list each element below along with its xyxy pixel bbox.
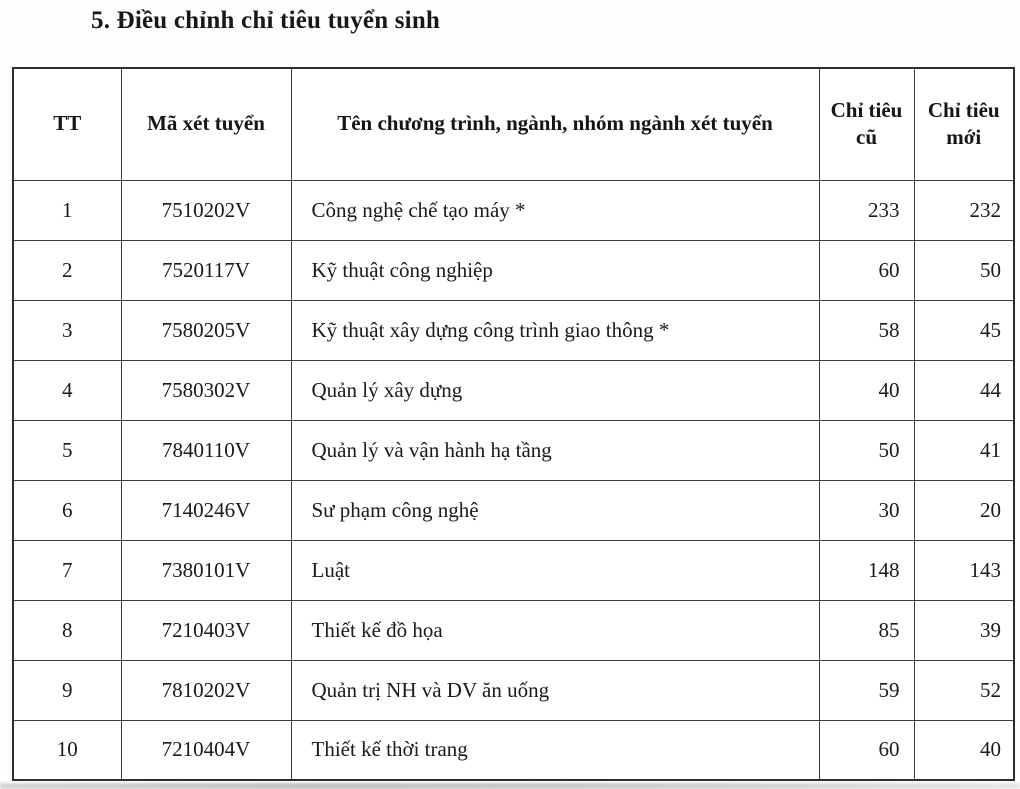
header-row	[13, 68, 1014, 180]
cell-new-quota: 45	[914, 300, 1014, 360]
cell-tt: 5	[13, 420, 121, 480]
quota-table-header	[13, 68, 1014, 180]
cell-code: 7580302V	[121, 360, 291, 420]
cell-old-quota: 148	[819, 540, 914, 600]
cell-new-quota: 52	[914, 660, 1014, 720]
cell-old-quota: 40	[819, 360, 914, 420]
cell-new-quota: 40	[914, 720, 1014, 780]
cell-code: 7140246V	[121, 480, 291, 540]
cell-new-quota: 44	[914, 360, 1014, 420]
scan-artifact	[0, 783, 1020, 789]
cell-old-quota: 85	[819, 600, 914, 660]
cell-code: 7510202V	[121, 180, 291, 240]
cell-code: 7580205V	[121, 300, 291, 360]
cell-new-quota: 232	[914, 180, 1014, 240]
cell-name: Thiết kế đồ họa	[291, 600, 819, 660]
cell-tt: 7	[13, 540, 121, 600]
cell-code: 7210404V	[121, 720, 291, 780]
cell-old-quota: 30	[819, 480, 914, 540]
cell-tt: 6	[13, 480, 121, 540]
cell-name: Luật	[291, 540, 819, 600]
cell-name: Kỹ thuật xây dựng công trình giao thông *	[291, 300, 819, 360]
table-row	[13, 300, 1014, 360]
quota-table	[12, 67, 1015, 781]
cell-tt: 2	[13, 240, 121, 300]
cell-new-quota: 50	[914, 240, 1014, 300]
cell-new-quota: 41	[914, 420, 1014, 480]
cell-code: 7810202V	[121, 660, 291, 720]
cell-new-quota: 39	[914, 600, 1014, 660]
section-title: 5. Điều chỉnh chỉ tiêu tuyển sinh	[91, 7, 441, 34]
table-row	[13, 600, 1014, 660]
cell-old-quota: 60	[819, 240, 914, 300]
header-code: Mã xét tuyển	[121, 68, 291, 180]
cell-name: Thiết kế thời trang	[291, 720, 819, 780]
table-row	[13, 360, 1014, 420]
cell-tt: 4	[13, 360, 121, 420]
table-row	[13, 660, 1014, 720]
table-row	[13, 720, 1014, 780]
cell-tt: 3	[13, 300, 121, 360]
cell-old-quota: 59	[819, 660, 914, 720]
cell-name: Công nghệ chế tạo máy *	[291, 180, 819, 240]
table-row	[13, 420, 1014, 480]
cell-name: Quản lý và vận hành hạ tầng	[291, 420, 819, 480]
cell-old-quota: 50	[819, 420, 914, 480]
cell-code: 7840110V	[121, 420, 291, 480]
header-old-quota: Chỉ tiêu cũ	[819, 68, 914, 180]
cell-code: 7380101V	[121, 540, 291, 600]
header-new-quota: Chỉ tiêu mới	[914, 68, 1014, 180]
cell-tt: 9	[13, 660, 121, 720]
header-name-text: Tên chương trình, ngành, nhóm ngành xét tuyển	[337, 111, 773, 136]
cell-old-quota: 60	[819, 720, 914, 780]
cell-new-quota: 20	[914, 480, 1014, 540]
cell-tt: 8	[13, 600, 121, 660]
table-row	[13, 540, 1014, 600]
cell-name: Quản lý xây dựng	[291, 360, 819, 420]
cell-code: 7520117V	[121, 240, 291, 300]
cell-old-quota: 233	[819, 180, 914, 240]
quota-table-body	[13, 180, 1014, 780]
table-row	[13, 480, 1014, 540]
header-name	[291, 68, 819, 180]
cell-tt: 1	[13, 180, 121, 240]
cell-name: Quản trị NH và DV ăn uống	[291, 660, 819, 720]
cell-name: Kỹ thuật công nghiệp	[291, 240, 819, 300]
table-row	[13, 180, 1014, 240]
cell-code: 7210403V	[121, 600, 291, 660]
table-row	[13, 240, 1014, 300]
cell-old-quota: 58	[819, 300, 914, 360]
cell-new-quota: 143	[914, 540, 1014, 600]
cell-tt: 10	[13, 720, 121, 780]
header-tt: TT	[13, 68, 121, 180]
cell-name: Sư phạm công nghệ	[291, 480, 819, 540]
